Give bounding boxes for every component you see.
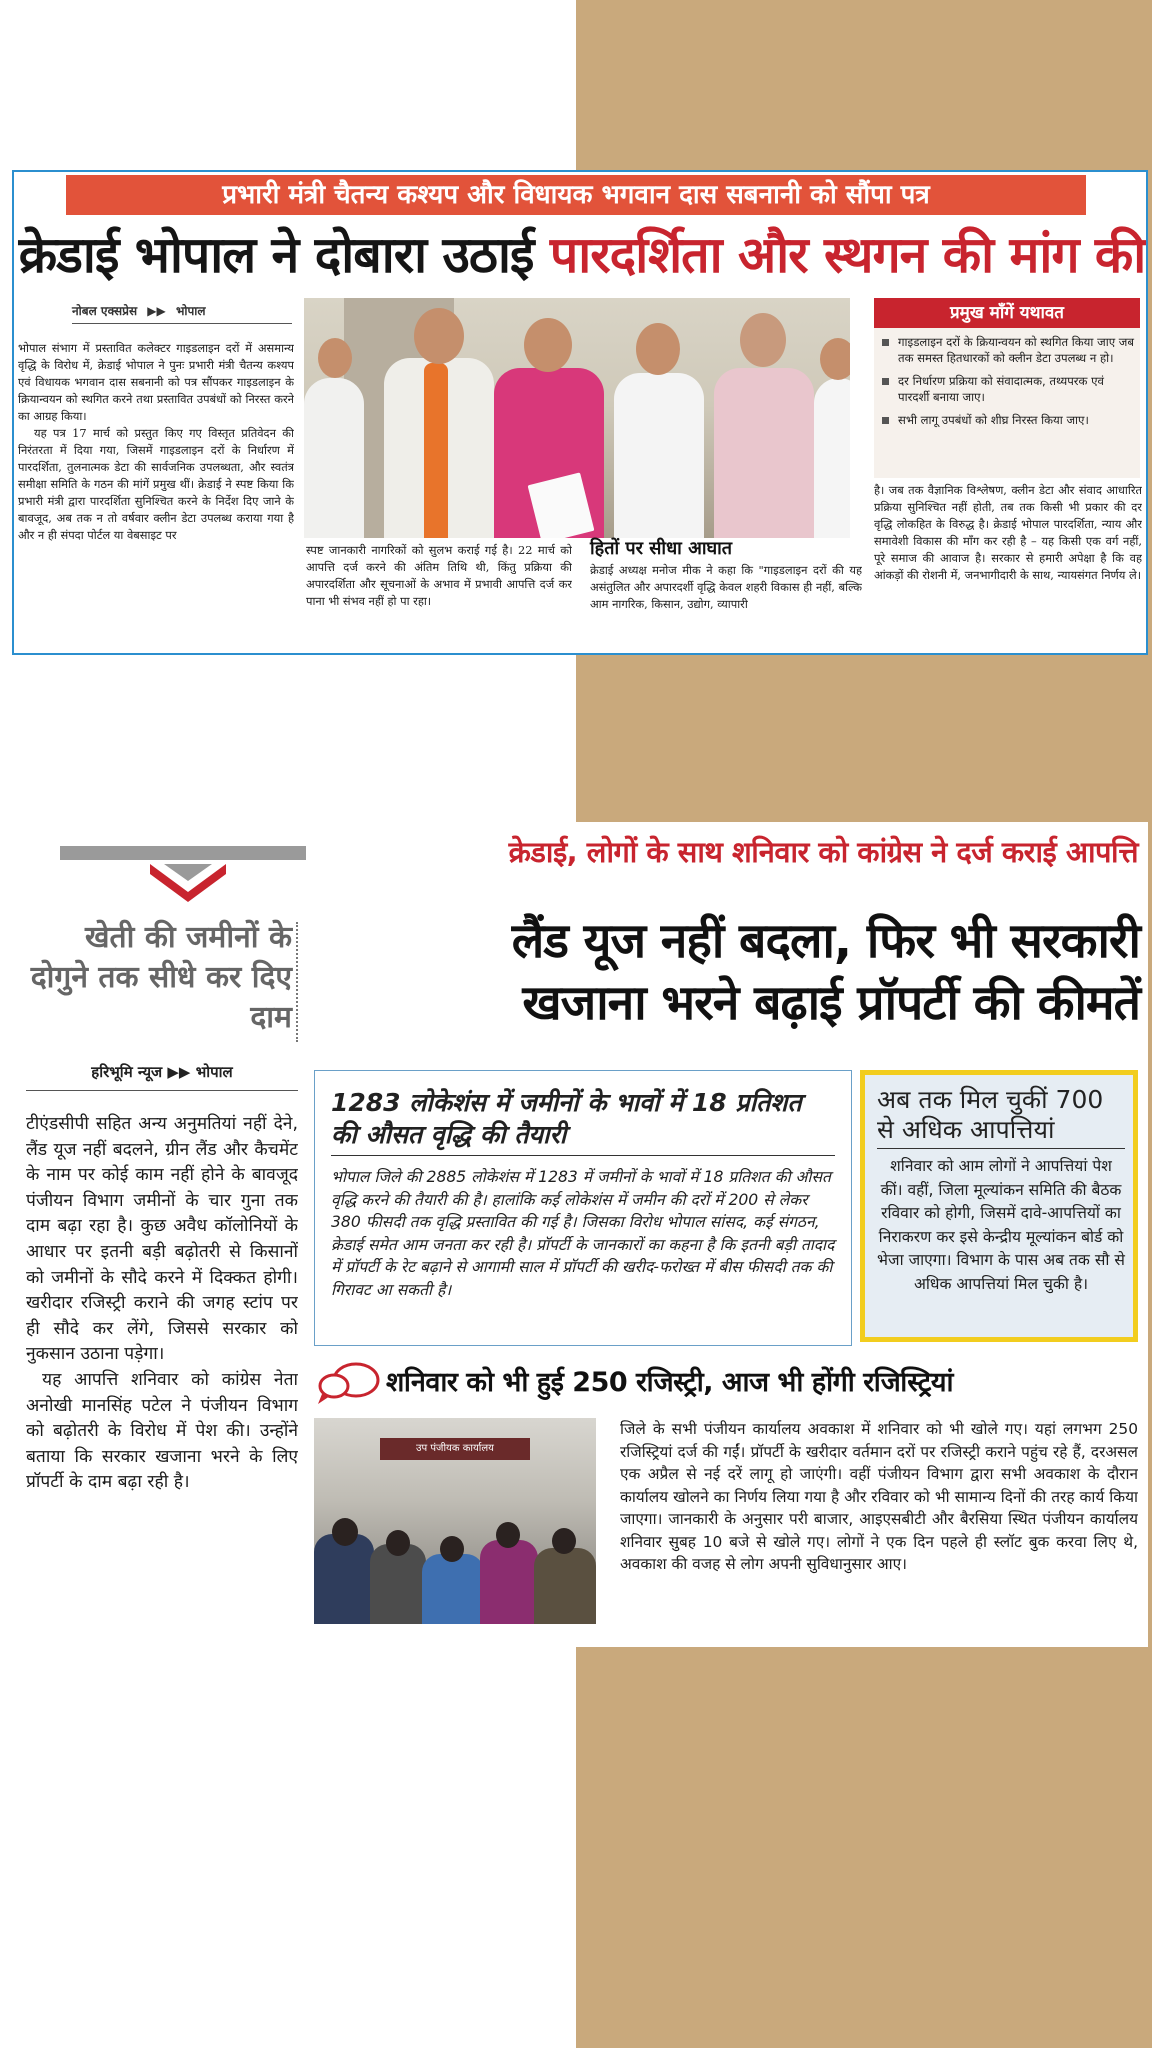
paragraph: टीएंडसीपी सहित अन्य अनुमतियां नहीं देने, लैंड यूज नहीं बदलने, ग्रीन लैंड और कैचमेंट के नाम पर कोई काम नहीं होने के बावजूद पंजीयन विभाग जमीनों के चार गुना तक दाम बढ़ा रहा है। कुछ अवैध कॉलोनियों के आधार पर इतनी बड़ी बढ़ोतरी से किसानों को जमीनों के सौदे करने में दिक्कत होगी। खरीदार रजिस्ट्री कराने की जगह स्टांप पर ही सौदे कर लेंगे, जिससे सरकार को नुकसान उठाना पड़ेगा। bbox=[26, 1114, 298, 1365]
objections-count-box bbox=[860, 1070, 1138, 1342]
clipping2-byline bbox=[26, 1062, 298, 1091]
crowd-figure bbox=[370, 1544, 426, 1624]
paragraph: भोपाल संभाग में प्रस्तावित कलेक्टर गाइडलाइन दरों में असमान्य वृद्धि के विरोध में, क्रेडाई भोपाल ने पुनः प्रभारी मंत्री चैतन्य कश्यप एवं विधायक भगवान दास सबनानी को पत्र सौंपकर गाइडलाइन के क्रियान्वयन को स्थगित करने तथा प्रस्तावित उपबंधों को निरस्त करने का आग्रह किया। bbox=[18, 341, 294, 423]
clipping1-byline bbox=[72, 302, 292, 324]
chevron-down-icon bbox=[150, 864, 226, 904]
headline-red-part: पारदर्शिता और स्थगन की मांग की bbox=[549, 226, 1146, 284]
news-clipping-credai bbox=[12, 170, 1148, 655]
clipping2-left-column bbox=[26, 1112, 298, 1632]
clipping2-right-column: जिले के सभी पंजीयन कार्यालय अवकाश में शनिवार को भी खोले गए। यहां लगभग 250 रजिस्ट्रियां दर्ज की गईं। प्रॉपर्टी के खरीदार वर्तमान दरों पर रजिस्ट्री कराने पहुंच रहे हैं, दरअसल एक अप्रैल से नई दरें लागू हो जाएंगी। वहीं पंजीयन विभाग द्वारा सभी अवकाश के दौरान कार्यालय खोलने का निर्णय लिया गया है और रविवार को भी सामान्य दिनों की तरह कार्य किया जाएगा। जानकारी के अनुसार परी बाजार, आइएसबीटी और बैरसिया स्थित पंजीयन कार्यालय शनिवार सुबह 10 बजे से खोले गए। लोगों ने एक दिन पहले ही स्लॉट बुक करवा लिए थे, अवकाश की वजह से लोग अपनी सुविधानुसार आए। bbox=[620, 1420, 1138, 1573]
registry-office-photo bbox=[314, 1418, 596, 1624]
clipping1-subhead: हितों पर सीधा आघात bbox=[590, 538, 733, 559]
crowd-head bbox=[440, 1536, 464, 1562]
crowd-head bbox=[552, 1528, 576, 1554]
crowd-head bbox=[496, 1522, 520, 1548]
box-title: 1283 लोकेशंस में जमीनों के भावों में 18 प्रतिशत की औसत वृद्धि की तैयारी bbox=[331, 1087, 835, 1156]
crowd-figure bbox=[534, 1548, 596, 1624]
delegation-photo bbox=[304, 298, 850, 538]
paragraph: यह आपत्ति शनिवार को कांग्रेस नेता अनोखी मानसिंह पटेल ने पंजीयन विभाग को बढ़ोतरी के विरोध में पेश की। उन्होंने बताया कि सरकार खजाना भरने के लिए प्रॉपर्टी के दाम बढ़ा रही है। bbox=[26, 1369, 298, 1493]
speech-bubble-icon bbox=[316, 1360, 380, 1404]
dotted-divider bbox=[296, 922, 302, 1042]
crowd-figure bbox=[480, 1540, 538, 1624]
news-clipping-land-use bbox=[12, 822, 1148, 1647]
headline-line: खजाना भरने बढ़ाई प्रॉपर्टी की कीमतें bbox=[522, 975, 1140, 1031]
clipping2-kicker: क्रेडाई, लोगों के साथ शनिवार को कांग्रेस ने दर्ज कराई आपत्ति bbox=[508, 835, 1138, 869]
clipping2-subhead: शनिवार को भी हुई 250 रजिस्ट्री, आज भी होंगी रजिस्ट्रियां bbox=[386, 1367, 954, 1398]
crowd-head bbox=[386, 1530, 410, 1556]
clipping1-column-2: स्पष्ट जानकारी नागरिकों को सुलभ कराई गई है। 22 मार्च को आपत्ति दर्ज करने की अंतिम तिथि थी, किंतु प्रक्रिया की अपारदर्शिता और सूचनाओं के अभाव में प्रभावी आपत्ति दर्ज कर पाना भी संभव नहीं हो पा रहा। bbox=[306, 543, 572, 608]
byline-source: नोबल एक्सप्रेस bbox=[72, 304, 138, 318]
paragraph: यह पत्र 17 मार्च को प्रस्तुत किए गए विस्तृत प्रतिवेदन की निरंतरता में दिया गया, जिसमें गाइडलाइन दरों के निर्धारण में पारदर्शिता, तुलनात्मक डेटा की सार्वजनिक उपलब्धता, और स्वतंत्र समीक्षा समिति के गठन की मांगें प्रमुख थीं। क्रेडाई ने स्पष्ट किया कि प्रभारी मंत्री द्वारा पारदर्शिता सुनिश्चित करने के निर्देश दिए जाने के बावजूद, अब तक न तो वर्षवार क्लीन डेटा उपलब्ध कराया गया है और न ही संपदा पोर्टल या वेबसाइट पर bbox=[18, 426, 294, 542]
person-figure bbox=[814, 338, 850, 538]
decorative-grey-bar bbox=[60, 846, 306, 860]
byline-city: भोपाल bbox=[195, 1063, 233, 1081]
key-demands-title: प्रमुख माँगें यथावत bbox=[874, 298, 1140, 328]
headline-black-part: क्रेडाई भोपाल ने दोबारा उठाई bbox=[18, 226, 550, 284]
list-item: सभी लागू उपबंधों को शीघ्र निरस्त किया जाए। bbox=[882, 412, 1134, 428]
byline-city: भोपाल bbox=[175, 304, 206, 318]
clipping2-side-headline: खेती की जमीनों के दोगुने तक सीधे कर दिए दाम bbox=[30, 920, 292, 1035]
key-demands-box bbox=[874, 298, 1140, 478]
crowd-figure bbox=[314, 1534, 374, 1624]
clipping1-column-1 bbox=[18, 340, 294, 645]
byline-arrow-icon: ▶▶ bbox=[147, 304, 166, 318]
clipping1-headline bbox=[14, 224, 1148, 286]
key-demands-list bbox=[874, 328, 1140, 428]
average-increase-box bbox=[314, 1070, 852, 1346]
list-item: गाइडलाइन दरों के क्रियान्वयन को स्थगित किया जाए जब तक समस्त हितधारकों को क्लीन डेटा उपलब्ध न हो। bbox=[882, 334, 1134, 366]
letter-document bbox=[534, 448, 594, 538]
person-figure bbox=[304, 338, 364, 538]
person-figure bbox=[614, 323, 704, 538]
crowd-figure bbox=[422, 1554, 484, 1624]
box-body: भोपाल जिले की 2885 लोकेशंस में 1283 में जमीनों के भावों में 18 प्रतिशत की औसत वृद्धि करने की तैयारी की है। हालांकि कई लोकेशंस में जमीन की दरों में 200 से लेकर 380 फीसदी तक वृद्धि प्रस्तावित की गई है। जिसका विरोध भोपाल सांसद, कई संगठन, क्रेडाई समेत आम जनता कर रही है। प्रॉपर्टी के जानकारों का कहना है कि इतनी बड़ी तादाद में प्रॉपर्टी के रेट बढ़ाने से आगामी साल में प्रॉपर्टी की खरीद-फरोख्त में बीस फीसदी तक की गिरावट आ सकती है। bbox=[331, 1168, 835, 1299]
person-figure bbox=[714, 313, 814, 538]
box-body: शनिवार को आम लोगों ने आपत्तियां पेश कीं। वहीं, जिला मूल्यांकन समिति की बैठक रविवार को होगी, जिसमें दावे-आपत्तियों का निराकरण कर इसे केन्द्रीय मूल्यांकन बोर्ड को भेजा जाएगा। विभाग के पास अब तक सौ से अधिक आपत्तियां मिल चुकी है। bbox=[877, 1157, 1125, 1293]
clipping1-column-4: है। जब तक वैज्ञानिक विश्लेषण, क्लीन डेटा और संवाद आधारित प्रक्रिया सुनिश्चित नहीं होती, तब तक किसी भी प्रकार की दर वृद्धि लोकहित के विरुद्ध है। क्रेडाई भोपाल पारदर्शिता, न्याय और समावेशी विकास की माँग कर रही है – यह किसी एक वर्ग नहीं, पूरे समाज की आवाज है। सरकार से हमारी अपेक्षा है कि वह आंकड़ों की रोशनी में, जनभागीदारी के साथ, न्यायसंगत निर्णय ले। bbox=[874, 483, 1142, 582]
clipping1-column-3: क्रेडाई अध्यक्ष मनोज मीक ने कहा कि "गाइडलाइन दरों की यह असंतुलित और अपारदर्शी वृद्धि केवल शहरी विकास ही नहीं, बल्कि आम नागरिक, किसान, उद्योग, व्यापारी bbox=[590, 563, 862, 611]
office-sign: उप पंजीयक कार्यालय bbox=[380, 1438, 530, 1460]
clipping1-banner: प्रभारी मंत्री चैतन्य कश्यप और विधायक भगवान दास सबनानी को सौंपा पत्र bbox=[66, 175, 1086, 215]
list-item: दर निर्धारण प्रक्रिया को संवादात्मक, तथ्यपरक एवं पारदर्शी बनाया जाए। bbox=[882, 373, 1134, 405]
byline-arrow-icon: ▶▶ bbox=[167, 1063, 191, 1081]
box-title: अब तक मिल चुकीं 700 से अधिक आपत्तियां bbox=[877, 1085, 1125, 1149]
person-figure bbox=[384, 308, 494, 538]
byline-source: हरिभूमि न्यूज bbox=[91, 1063, 163, 1081]
crowd-head bbox=[332, 1518, 358, 1546]
clipping2-main-headline bbox=[320, 910, 1140, 1034]
headline-line: लैंड यूज नहीं बदला, फिर भी सरकारी bbox=[511, 913, 1140, 969]
